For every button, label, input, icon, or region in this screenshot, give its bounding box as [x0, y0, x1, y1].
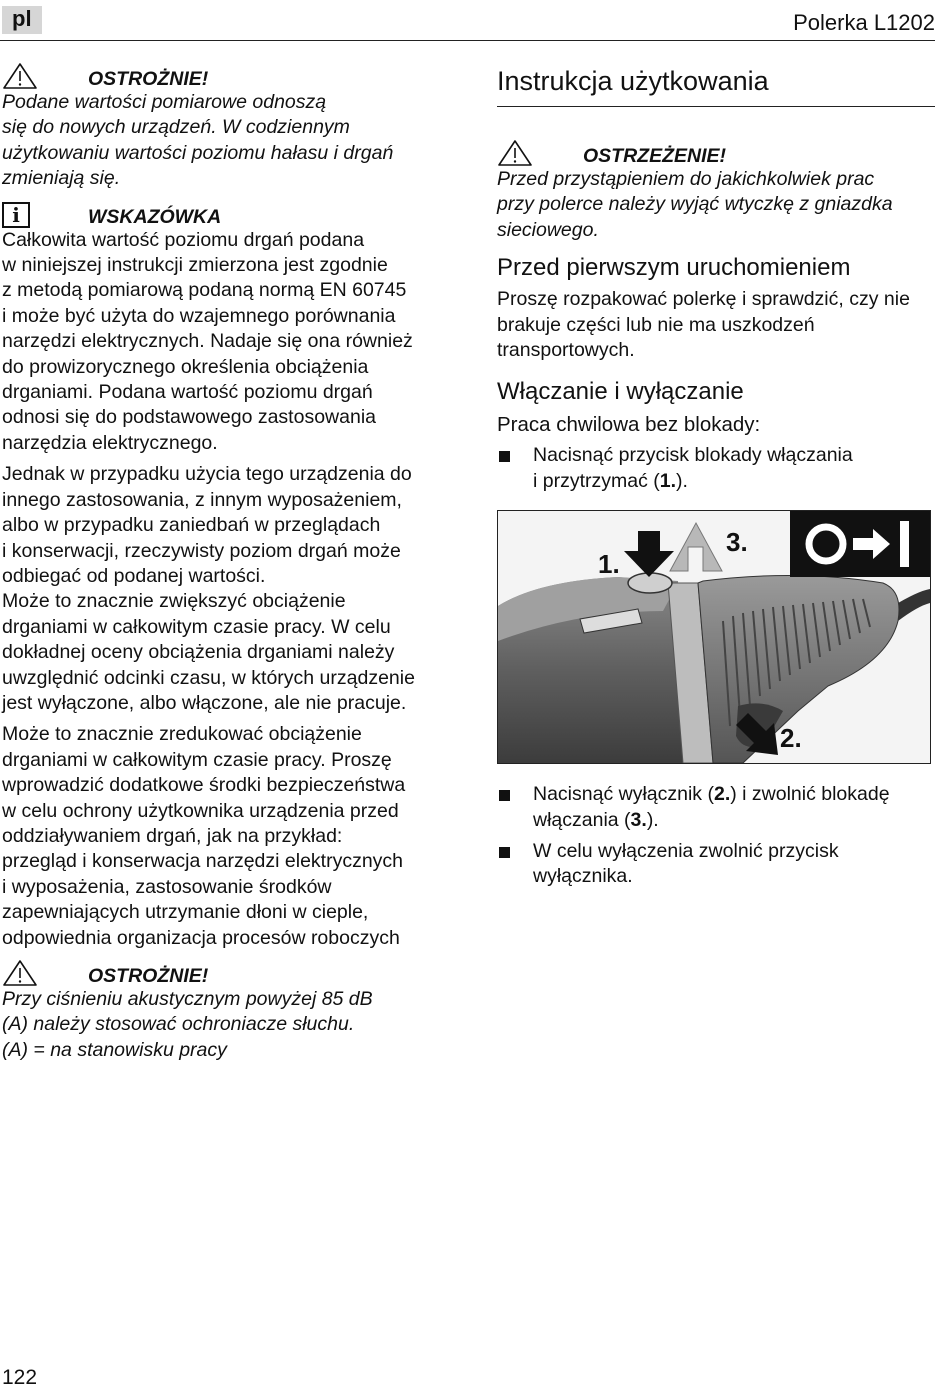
first-use-text: Proszę rozpakować polerkę i sprawdzić, czy nie brakuje części lub nie ma uszkodzeń transportowych. [497, 288, 910, 362]
caution-text-1: Podane wartości pomiarowe odnoszą się do nowych urządzeń. W codziennym użytkowaniu wartości poziomu hałasu i drgań zmieniają się. [2, 91, 394, 190]
bullet-square-icon [499, 790, 510, 801]
bullet-list-1 [497, 443, 935, 494]
bullet-list-2 [497, 782, 935, 890]
hint-text: Całkowita wartość poziomu drgań podana w niniejszej instrukcji zmierzona jest zgodnie z metodą pomiarową podaną normą EN 60745 i może być użyta do wzajemnego porównania narzędzi elektrycznych. Nadaje się ona również do prowizorycznego określenia obciążenia drganiami. Podana wartość poziomu drgań odnosi się do podstawowego zastosowania narzędzia elektrycznego. [2, 228, 413, 454]
warning-text: Przed przystąpieniem do jakichkolwiek prac przy polerce należy wyjąć wtyczkę z gniazdka sieciowego. [497, 168, 893, 241]
header-rule [0, 40, 935, 41]
left-column [2, 58, 444, 1069]
caution-heading: OSTROŻNIE! [88, 965, 209, 987]
caution-notice-1 [2, 60, 444, 90]
document-title: Polerka L1202 [793, 10, 935, 35]
first-use-heading: Przed pierwszym uruchomieniem [497, 254, 851, 282]
caution-heading: OSTROŻNIE! [88, 68, 209, 90]
section-rule [497, 106, 935, 107]
warning-notice [497, 137, 935, 167]
caution-notice-2 [2, 957, 444, 987]
warning-triangle-icon [497, 139, 533, 167]
on-off-symbol-icon [790, 511, 930, 577]
polisher-handle-image [498, 511, 930, 763]
label-3: 3. [726, 527, 748, 558]
switching-subheading: Praca chwilowa bez blokady: [497, 413, 761, 437]
warning-triangle-icon [2, 959, 38, 987]
hint-heading: WSKAZÓWKA [88, 205, 222, 228]
list-item: Nacisnąć wyłącznik (2.) i zwolnić blokadę włączania (3.). [497, 782, 935, 833]
language-badge: pl [2, 6, 42, 34]
caution-text-2: Przy ciśnieniu akustycznym powyżej 85 dB (A) należy stosować ochroniacze słuchu. (A) = na stanowisku pracy [2, 988, 373, 1061]
bullet-square-icon [499, 847, 510, 858]
info-icon: i [2, 202, 30, 228]
list-item: W celu wyłączenia zwolnić przycisk wyłącznika. [497, 839, 935, 890]
right-column [497, 58, 935, 896]
list-item: Nacisnąć przycisk blokady włączania i przytrzymać (1.). [497, 443, 935, 494]
warning-heading: OSTRZEŻENIE! [583, 145, 727, 167]
page-number: 122 [2, 1366, 38, 1389]
bullet-square-icon [499, 451, 510, 462]
section-title: Instrukcja użytkowania [497, 66, 769, 96]
paragraph-safety-measures: Może to znacznie zredukować obciążenie drganiami w całkowitym czasie pracy. Proszę wprowadzić dodatkowe środki bezpieczeństwa w celu ochrony użytkownika urządzenia przed oddziaływaniem drgań, jak na przykład: przegląd i konserwacja narzędzi elektrycznych i wyposażenia, zastosowanie środków zapewniających utrzymanie dłoni w cieple, odpowiednia organizacja procesów roboczych [2, 723, 406, 949]
label-2: 2. [780, 723, 802, 754]
warning-triangle-icon [2, 62, 38, 90]
hint-notice [2, 198, 444, 228]
paragraph-usage-deviation: Jednak w przypadku użycia tego urządzenia do innego zastosowania, z innym wyposażeniem, albo w przypadku zaniedbań w przeglądach i konserwacji, rzeczywisty poziom drgań może odbiegać od podanej wartości. Może to znacznie zwiększyć obciążenie drganiami w całkowitym czasie pracy. W celu dokładnej oceny obciążenia drganiami należy uwzględnić odcinki czasu, w których urządzenie jest wyłączone, albo włączone, ale nie pracuje. [2, 463, 415, 714]
switch-illustration [497, 510, 931, 764]
switching-heading: Włączanie i wyłączanie [497, 378, 744, 406]
label-1: 1. [598, 549, 620, 580]
